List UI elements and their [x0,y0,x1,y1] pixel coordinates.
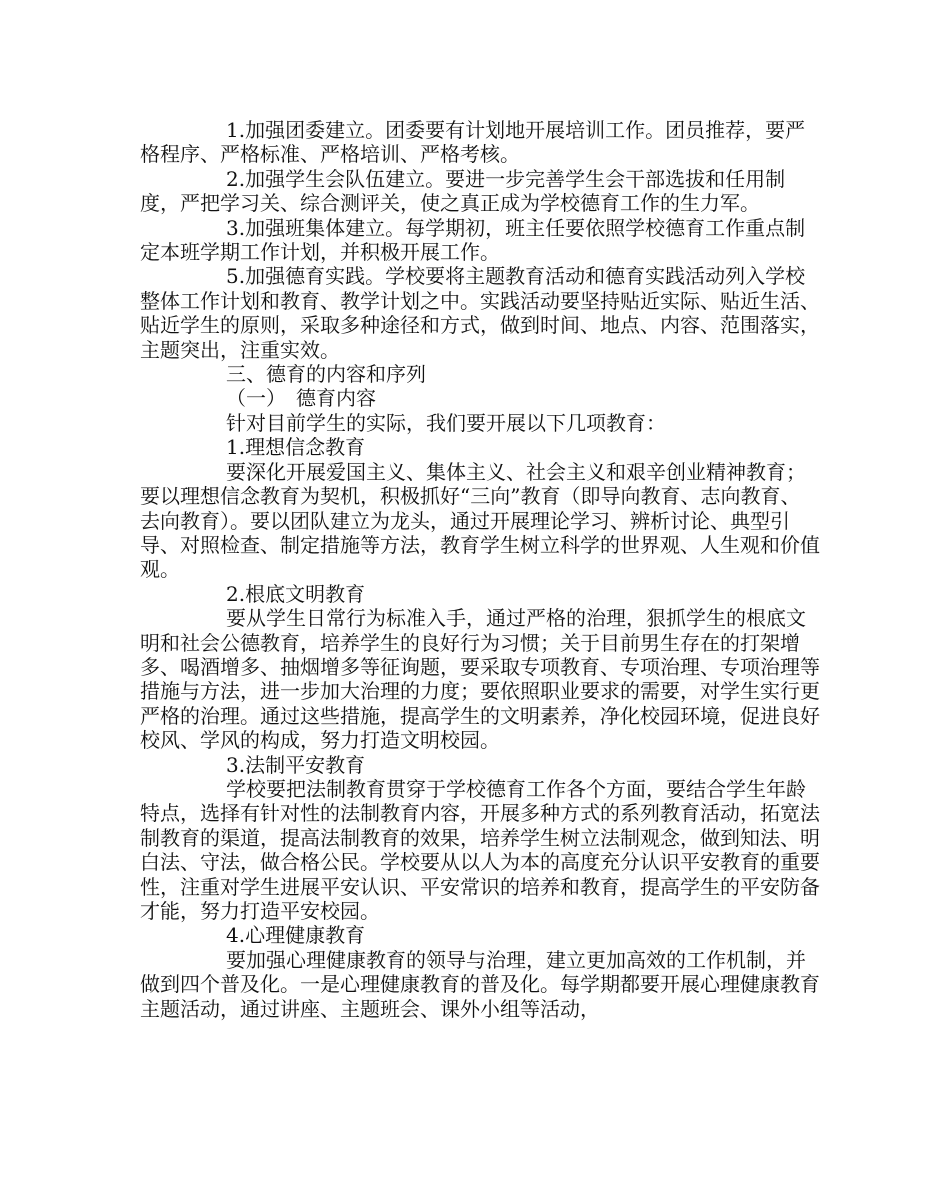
paragraph-intro: 针对目前学生的实际，我们要开展以下几项教育： [226,410,666,435]
paragraph-xueshenghui: 2.加强学生会队伍建立。要进一步完善学生会干部选拔和任用制度，严把学习关、综合测评关，使之真正成为学校德育工作的生力军。 [140,166,786,216]
item-heading-fazhi: 3.法制平安教育 [226,752,366,777]
paragraph-fazhi: 学校要把法制教育贯穿于学校德育工作各个方面，要结合学生年龄特点，选择有针对性的法制教育内容，开展多种方式的系列教育活动，拓宽法制教育的渠道，提高法制教育的效果，培养学生树立法制观念，做到知法、明白法、守法，做合格公民。学校要从以人为本的高度充分认识平安教育的重要性，注重对学生进展平安认识、平安常识的培养和教育，提高学生的平安防备才能，努力打造平安校园。 [140,776,820,923]
item-heading-wenming: 2.根底文明教育 [226,581,366,606]
paragraph-banjiti: 3.加强班集体建立。每学期初，班主任要依照学校德育工作重点制定本班学期工作计划，并积极开展工作。 [140,215,806,265]
subsection-heading-1: （一） 德育内容 [226,386,376,411]
paragraph-wenming: 要从学生日常行为标准入手，通过严格的治理，狠抓学生的根底文明和社会公德教育，培养学生的良好行为习惯；关于目前男生存在的打架增多、喝酒增多、抽烟增多等征询题，要采取专项教育、专项治理、专项治理等措施与方法，进一步加大治理的力度；要依照职业要求的需要，对学生实行更严格的治理。通过这些措施，提高学生的文明素养，净化校园环境，促进良好校风、学风的构成，努力打造文明校园。 [140,606,820,753]
paragraph-tuanwei: 1.加强团委建立。团委要有计划地开展培训工作。团员推荐，要严格程序、严格标准、严格培训、严格考核。 [140,118,806,167]
paragraph-xinli: 要加强心理健康教育的领导与治理，建立更加高效的工作机制，并做到四个普及化。一是心理健康教育的普及化。每学期都要开展心理健康教育主题活动，通过讲座、主题班会、课外小组等活动， [140,947,820,1021]
item-heading-xinli: 4.心理健康教育 [226,923,366,948]
paragraph-lixiang: 要深化开展爱国主义、集体主义、社会主义和艰辛创业精神教育；要以理想信念教育为契机，积极抓好“三向”教育（即导向教育、志向教育、去向教育）。要以团队建立为龙头，通过开展理论学习、辨析讨论、典型引导、对照检查、制定措施等方法，教育学生树立科学的世界观、人生观和价值观。 [140,459,820,582]
section-heading-3: 三、德育的内容和序列 [226,362,426,387]
paragraph-deyu-shijian: 5.加强德育实践。学校要将主题教育活动和德育实践活动列入学校整体工作计划和教育、教学计划之中。实践活动要坚持贴近实际、贴近生活、贴近学生的原则，采取多种途径和方式，做到时间、地点、内容、范围落实，主题突出，注重实效。 [140,264,820,362]
document-body [140,118,820,1021]
item-heading-lixiang: 1.理想信念教育 [226,435,366,460]
